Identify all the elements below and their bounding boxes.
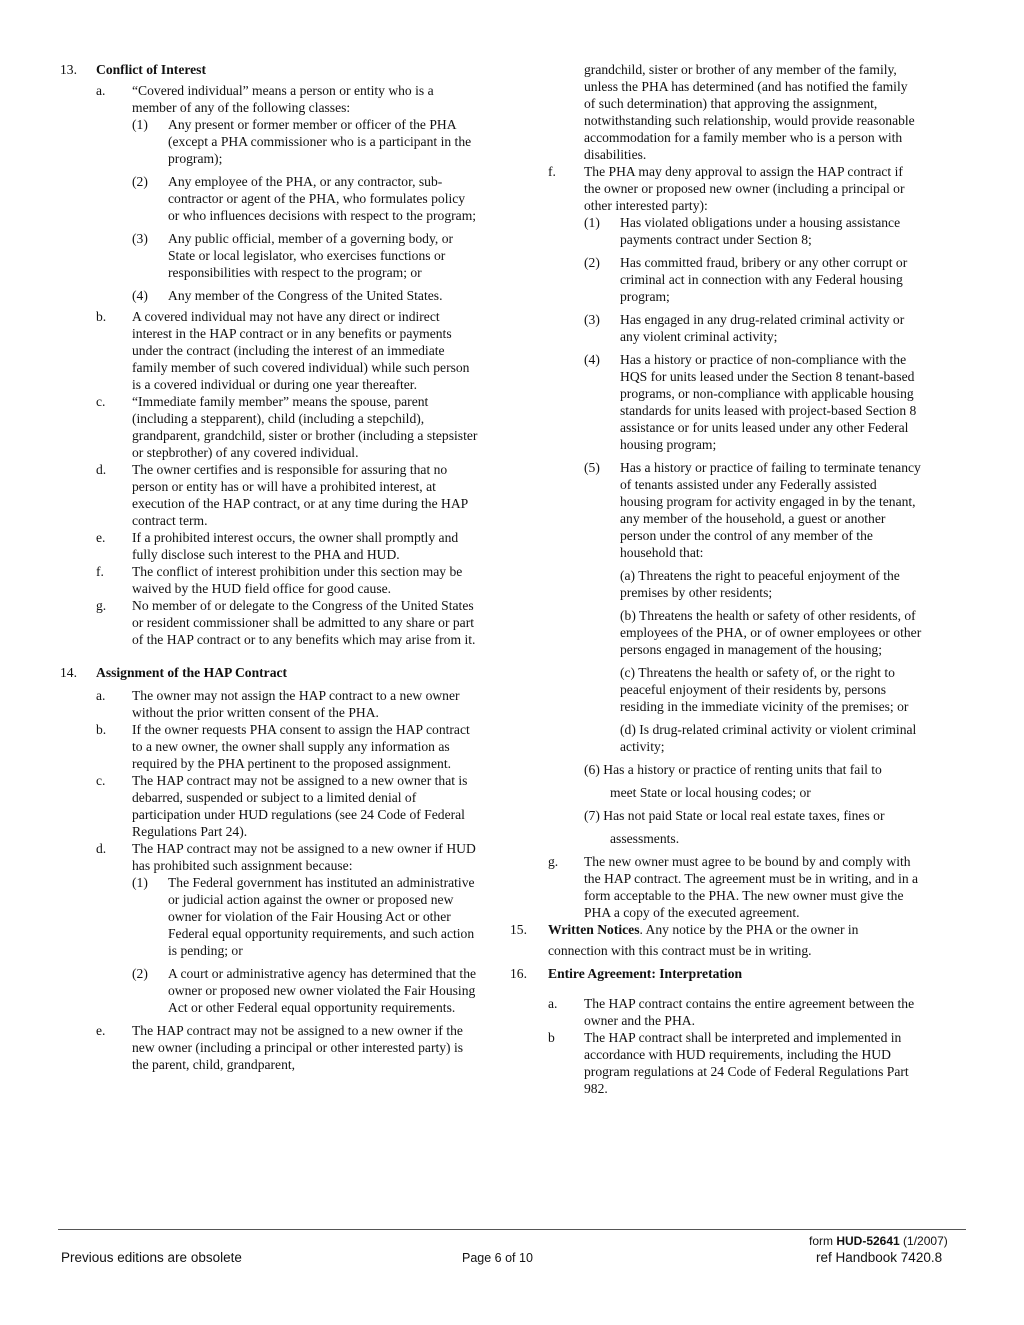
right-column [510,61,922,1097]
clause-text: The conflict of interest prohibition under this section may be waived by the HUD field office for good cause. [132,564,463,596]
clause-text: The HAP contract may not be assigned to a new owner if the new owner (including a principal or other interested party) is the parent, child, grandparent, [132,1023,464,1072]
clause-13g [60,597,478,648]
item-text: Any present or former member or officer of the PHA (except a PHA commissioner who is a participant in the program); [168,117,472,166]
sub-item-14f5-a: (a) Threatens the right to peaceful enjoyment of the premises by other residents; [620,568,900,600]
section-13-heading [60,61,478,78]
item-text: Has a history or practice of non-compliance with the HQS for units leased under the Section 8 tenant-based programs, or non-compliance with applicable housing standards for units leased with project-based Section 8 assistance or for units leased under any other Federal housing program; [620,352,917,452]
item-text: Has engaged in any drug-related criminal activity or any violent criminal activity; [620,312,905,344]
clause-marker: a. [96,83,106,98]
clause-marker: d. [96,462,107,477]
clause-text: The HAP contract shall be interpreted and implemented in accordance with HUD requirements, including the HUD program regulations at 24 Code of Federal Regulations Part 982. [584,1030,909,1096]
section-title: Assignment of the HAP Contract [96,665,288,680]
footer-obsolete-note: Previous editions are obsolete [61,1250,242,1265]
item-text: Has committed fraud, bribery or any other corrupt or criminal act in connection with any Federal housing program; [620,255,908,304]
clause-text: If the owner requests PHA consent to assign the HAP contract to a new owner, the owner shall supply any information as required by the PHA pertinent to the proposed assignment. [132,722,470,771]
list-item-14d-1 [60,874,478,959]
sub-item-14f5-d: (d) Is drug-related criminal activity or violent criminal activity; [620,722,917,754]
item-text: Any employee of the PHA, or any contractor, sub-contractor or agent of the PHA, who formulates policy or who influences decisions with respect to the program; [168,174,477,223]
clause-14a [60,687,478,721]
section-14-heading [60,664,478,681]
clause-text: No member of or delegate to the Congress of the United States or resident commissioner shall be admitted to any share or part of the HAP contract or to any benefits which may arise from it. [132,598,476,647]
section-number: 15. [510,922,527,937]
item-marker: (4) [132,288,148,303]
clause-marker: a. [96,688,106,703]
footer-divider [58,1229,966,1230]
left-column [60,61,478,1073]
section-number: 16. [510,966,527,981]
item-marker: (4) [584,352,600,367]
form-number [809,1233,948,1250]
sub-item-14f5-b: (b) Threatens the health or safety of other residents, of employees of the PHA, or of owner employees or other persons engaged in management of the housing; [620,608,922,657]
list-item-14f-7-continued: assessments. [610,831,680,846]
item-text: The Federal government has instituted an administrative or judicial action against the owner or proposed new owner for violation of the Fair Housing Act or other Federal equal opportunity requirements, and such action is pending; or [168,875,475,958]
clause-16b [510,1029,922,1097]
item-marker: (5) [584,460,600,475]
clause-text: The HAP contract may not be assigned to a new owner if HUD has prohibited such assignment because: [132,841,476,873]
clause-text: The HAP contract contains the entire agreement between the owner and the PHA. [584,996,915,1028]
list-item-13a-2 [60,173,478,224]
clause-14f [510,163,922,214]
clause-marker: c. [96,394,106,409]
clause-text: The new owner must agree to be bound by and comply with the HAP contract. The agreement must be in writing, and in a form acceptable to the PHA. The new owner must give the PHA a copy of the executed agreement. [584,854,919,920]
list-item-13a-3 [60,230,478,281]
list-item-14f-1 [510,214,922,248]
form-prefix: form [809,1234,837,1248]
list-item-13a-4 [60,287,478,304]
clause-text: The PHA may deny approval to assign the HAP contract if the owner or proposed new owner (including a principal or other interested party): [584,164,905,213]
clause-text: The owner may not assign the HAP contract to a new owner without the prior written consent of the PHA. [132,688,460,720]
item-text: Has not paid State or local real estate taxes, fines or [603,808,885,823]
clause-marker: a. [548,996,558,1011]
clause-marker: e. [96,530,106,545]
item-marker: (3) [584,312,600,327]
page-number: Page 6 of 10 [462,1251,533,1265]
clause-marker: e. [96,1023,106,1038]
clause-13e [60,529,478,563]
clause-text: “Covered individual” means a person or entity who is a member of any of the following classes: [132,83,434,115]
section-text: . Any notice by the PHA or the owner in [639,922,859,937]
clause-16a [510,995,922,1029]
list-item-14f-5 [510,459,922,561]
section-15-continued: connection with this contract must be in writing. [548,943,812,958]
clause-13f [60,563,478,597]
section-number: 14. [60,665,77,680]
sub-item-14f5-c: (c) Threatens the health or safety of, or the right to peaceful enjoyment of their residents by, persons residing in the immediate vicinity of the premises; or [620,665,909,714]
clause-marker: f. [96,564,104,579]
section-number: 13. [60,62,77,77]
clause-14g [510,853,922,921]
clause-14c [60,772,478,840]
item-marker: (1) [132,117,148,132]
list-item-14f-6 [510,761,922,778]
item-marker: (2) [132,966,148,981]
clause-13d [60,461,478,529]
clause-13a [60,82,478,116]
clause-13c [60,393,478,461]
list-item-14d-2 [60,965,478,1016]
clause-text: If a prohibited interest occurs, the owner shall promptly and fully disclose such interest to the PHA and HUD. [132,530,459,562]
section-title: Entire Agreement: Interpretation [548,966,743,981]
section-15 [510,921,922,938]
clause-marker: f. [548,164,556,179]
clause-marker: b. [96,722,107,737]
clause-text: The owner certifies and is responsible for assuring that no person or entity has or will have a prohibited interest, at execution of the HAP contract, or at any time during the HAP contract term. [132,462,468,528]
clause-text: “Immediate family member” means the spouse, parent (including a stepparent), child (including a stepchild), grandparent, grandchild, sister or brother (including a stepsister or stepbrother) of any covered individual. [132,394,478,460]
clause-marker: b [548,1030,555,1045]
item-text: Has violated obligations under a housing assistance payments contract under Section 8; [620,215,901,247]
item-text: A court or administrative agency has determined that the owner or proposed new owner violated the Fair Housing Act or other Federal equal opportunity requirements. [168,966,477,1015]
list-item-13a-1 [60,116,478,167]
clause-14d [60,840,478,874]
item-marker: (7) [584,808,600,823]
item-marker: (2) [132,174,148,189]
list-item-14f-3 [510,311,922,345]
item-marker: (2) [584,255,600,270]
section-16-heading [510,965,922,982]
list-item-14f-7 [510,807,922,824]
item-marker: (6) [584,762,600,777]
list-item-14f-6-continued: meet State or local housing codes; or [610,785,811,800]
list-item-14f-2 [510,254,922,305]
form-id: HUD-52641 [836,1234,900,1248]
clause-14b [60,721,478,772]
section-title: Written Notices [548,922,640,937]
clause-marker: g. [96,598,107,613]
item-marker: (1) [584,215,600,230]
section-title: Conflict of Interest [96,62,206,77]
clause-marker: d. [96,841,107,856]
clause-14e [60,1022,478,1073]
clause-13b [60,308,478,393]
form-date: (1/2007) [899,1234,948,1248]
clause-marker: g. [548,854,559,869]
item-marker: (1) [132,875,148,890]
clause-marker: b. [96,309,107,324]
list-item-14f-4 [510,351,922,453]
item-text: Has a history or practice of renting units that fail to [603,762,882,777]
clause-text: The HAP contract may not be assigned to a new owner that is debarred, suspended or subject to a limited denial of participation under HUD regulations (see 24 Code of Federal Regulations Part 24). [132,773,468,839]
clause-text: A covered individual may not have any direct or indirect interest in the HAP contract or in any benefits or payments under the contract (including the interest of an immediate family member of such covered individual) while such person is a covered individual or during one year thereafter. [132,309,470,392]
item-text: Has a history or practice of failing to terminate tenancy of tenants assisted under any Federally assisted housing program for activity engaged in by the tenant, any member of the household, a guest or another person under the control of any member of the household that: [620,460,921,560]
item-text: Any public official, member of a governing body, or State or local legislator, who exercises functions or responsibilities with respect to the program; or [168,231,454,280]
clause-14e-continued: grandchild, sister or brother of any member of the family, unless the PHA has determined (and has notified the family of such determination) that approving the assignment, notwithstanding such relationship, would provide reasonable accommodation for a family member who is a person with disabilities. [584,62,915,162]
item-text: Any member of the Congress of the United States. [168,288,443,303]
item-marker: (3) [132,231,148,246]
handbook-reference: ref Handbook 7420.8 [816,1250,943,1265]
clause-marker: c. [96,773,106,788]
